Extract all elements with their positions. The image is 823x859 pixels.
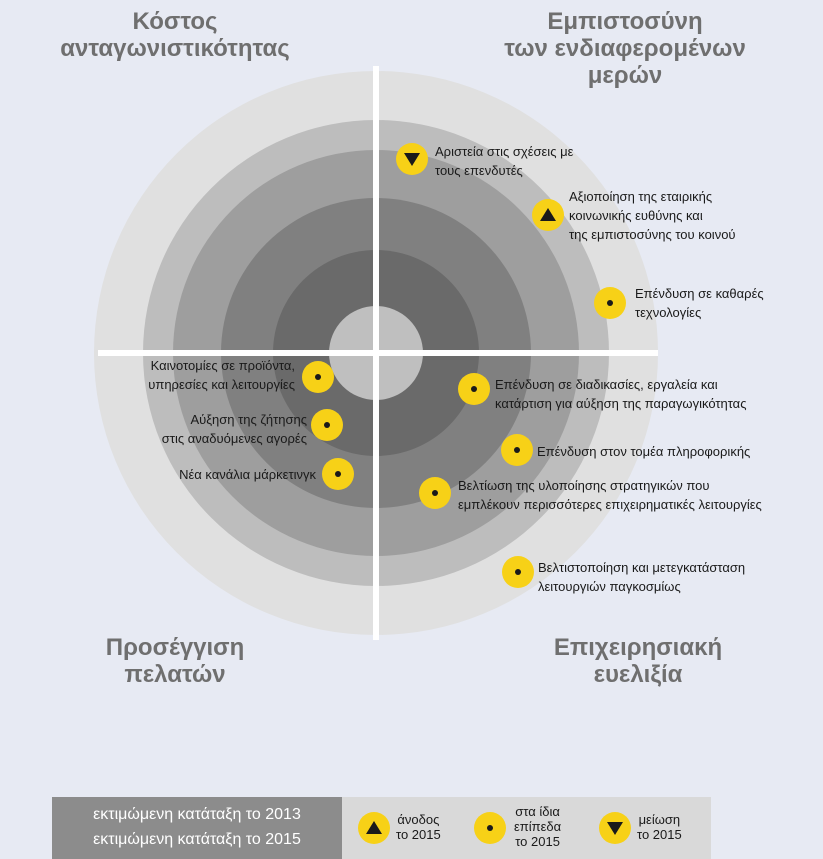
legend-rank-2013: εκτιμώμενη κατάταξη το 2013 (93, 806, 301, 823)
quadrant-title-stakeholder-trust: Εμπιστοσύνη των ενδιαφερομένων μερών (504, 8, 746, 89)
marker-same-icon (458, 373, 490, 405)
legend-down-icon (599, 812, 631, 844)
item-label-strategy-execution: Βελτίωση της υλοποίησης στρατηγικών που εμπλέκουν περισσότερες επιχειρηματικές λειτουργίες (458, 478, 762, 512)
marker-same-icon (501, 434, 533, 466)
legend-same-label: στα ίδια επίπεδα το 2015 (514, 804, 562, 849)
marker-up-icon (532, 199, 564, 231)
item-label-clean-tech: Επένδυση σε καθαρές τεχνολογίες (635, 286, 764, 320)
marker-down-icon (396, 143, 428, 175)
item-label-csr-trust: Αξιοποίηση της εταιρικής κοινωνικής ευθύνης και της εμπιστοσύνης του κοινού (569, 189, 736, 242)
item-label-investor-relations: Αριστεία στις σχέσεις με τους επενδυτές (435, 144, 574, 178)
quadrant-title-cost-competitiveness: Κόστος ανταγωνιστικότητας (60, 8, 290, 62)
item-label-innovation: Καινοτομίες σε προϊόντα, υπηρεσίες και λειτουργίες (148, 358, 295, 392)
quadrant-title-customer-approach: Προσέγγιση πελατών (105, 634, 245, 688)
item-label-marketing-channels: Νέα κανάλια μάρκετινγκ (179, 467, 316, 482)
vertical-divider (373, 66, 379, 640)
marker-same-icon (311, 409, 343, 441)
quadrant-title-operational-agility: Επιχειρησιακή ευελιξία (553, 634, 723, 688)
item-label-emerging-markets: Αύξηση της ζήτησης στις αναδυόμενες αγορές (161, 412, 307, 446)
item-label-productivity: Επένδυση σε διαδικασίες, εργαλεία και κατάρτιση για αύξηση της παραγωγικότητας (495, 377, 747, 411)
legend-up-label: άνοδος το 2015 (396, 812, 441, 842)
marker-same-icon (502, 556, 534, 588)
legend-down-label: μείωση το 2015 (637, 812, 682, 842)
marker-same-icon (594, 287, 626, 319)
marker-same-icon (302, 361, 334, 393)
legend (52, 797, 711, 859)
legend-up-icon (358, 812, 390, 844)
item-label-it-investment: Επένδυση στον τομέα πληροφορικής (537, 444, 751, 459)
item-label-global-operations: Βελτιστοποίηση και μετεγκατάσταση λειτουργιών παγκοσμίως (538, 560, 746, 594)
marker-same-icon (322, 458, 354, 490)
legend-same-icon (474, 812, 506, 844)
legend-rank-2015: εκτιμώμενη κατάταξη το 2015 (93, 831, 301, 848)
legend-ranking-box (52, 797, 342, 859)
marker-same-icon (419, 477, 451, 509)
